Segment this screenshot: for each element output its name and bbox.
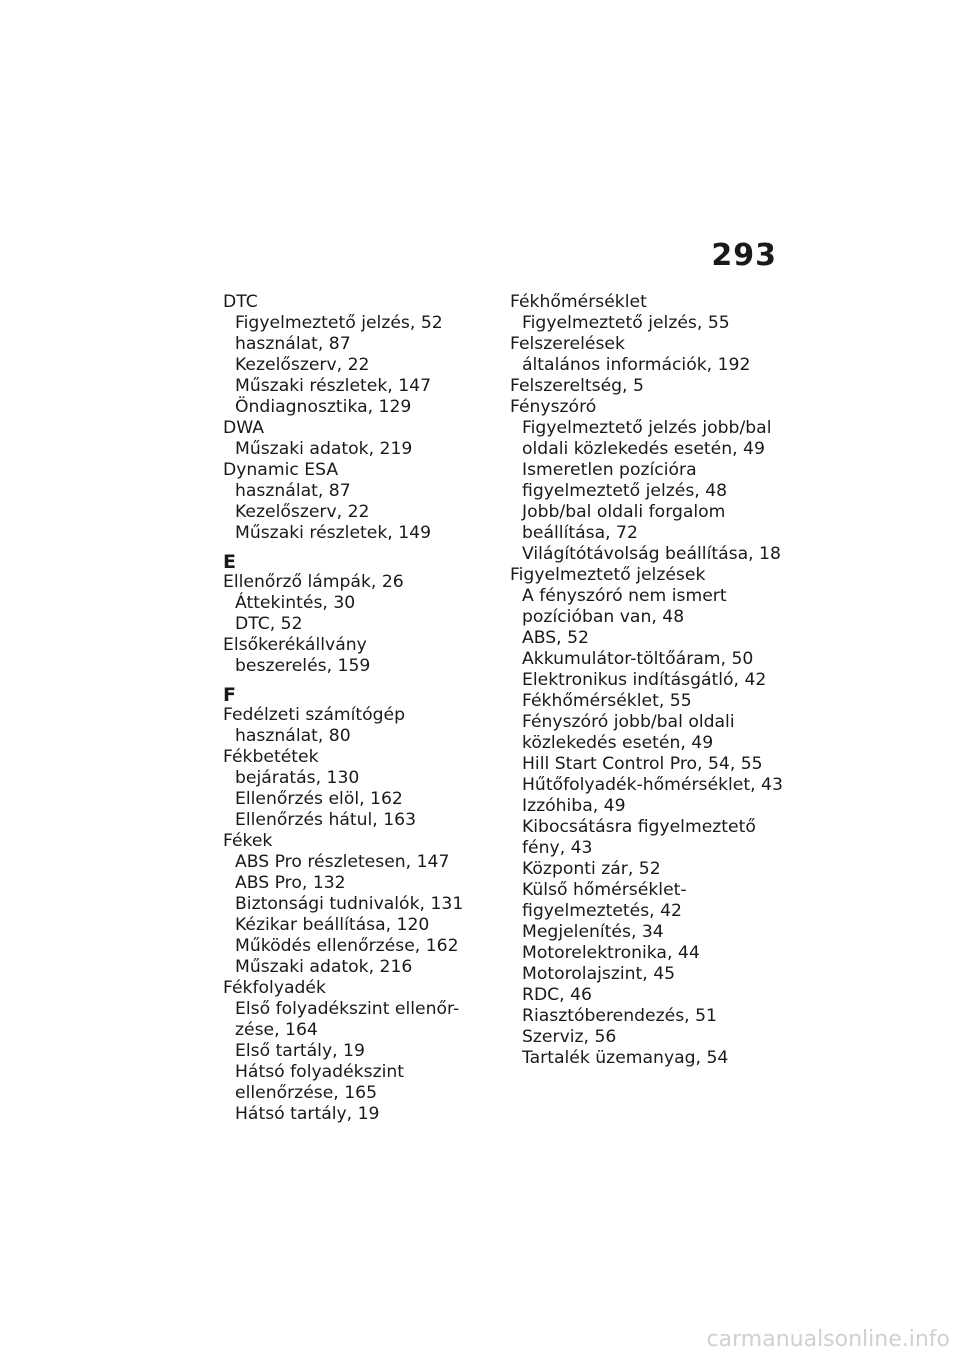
- index-entry: Fékhőmérséklet: [510, 292, 647, 312]
- index-subentry: Műszaki részletek, 149: [235, 523, 432, 543]
- index-subentry: használat, 87: [235, 334, 351, 354]
- index-subentry: Első folyadékszint ellenőr-: [235, 999, 460, 1019]
- index-subentry: közlekedés esetén, 49: [522, 733, 714, 753]
- index-subentry: Figyelmeztető jelzés, 55: [522, 313, 730, 333]
- index-subentry: Izzóhiba, 49: [522, 796, 626, 816]
- index-subentry: zése, 164: [235, 1020, 318, 1040]
- index-subentry: Biztonsági tudnivalók, 131: [235, 894, 464, 914]
- index-subentry: Ellenőrzés hátul, 163: [235, 810, 417, 830]
- index-subentry: Szerviz, 56: [522, 1027, 617, 1047]
- index-subentry: Kezelőszerv, 22: [235, 355, 370, 375]
- index-subentry: beállítása, 72: [522, 523, 638, 543]
- index-subentry: Figyelmeztető jelzés, 52: [235, 313, 443, 333]
- index-subentry: Tartalék üzemanyag, 54: [522, 1048, 729, 1068]
- index-subentry: ABS Pro részletesen, 147: [235, 852, 450, 872]
- index-entry: Fékek: [223, 831, 273, 851]
- index-subentry: Kezelőszerv, 22: [235, 502, 370, 522]
- index-subentry: Akkumulátor-töltőáram, 50: [522, 649, 754, 669]
- index-entry: Dynamic ESA: [223, 460, 339, 480]
- index-subentry: Külső hőmérséklet-: [522, 880, 687, 900]
- index-entry: DTC: [223, 292, 258, 312]
- index-subentry: DTC, 52: [235, 614, 303, 634]
- watermark: carmanualsonline.info: [706, 1327, 950, 1352]
- index-subentry: bejáratás, 130: [235, 768, 360, 788]
- page-number: 293: [711, 238, 777, 273]
- index-entry: Fedélzeti számítógép: [223, 705, 406, 725]
- index-subentry: Kézikar beállítása, 120: [235, 915, 430, 935]
- index-subentry: Elektronikus indításgátló, 42: [522, 670, 767, 690]
- index-subentry: pozícióban van, 48: [522, 607, 685, 627]
- index-entry: Ellenőrző lámpák, 26: [223, 572, 404, 592]
- index-subentry: Műszaki részletek, 147: [235, 376, 432, 396]
- index-column-left: [223, 292, 513, 1125]
- index-subentry: Hátsó folyadékszint: [235, 1062, 404, 1082]
- index-entry: Figyelmeztető jelzések: [510, 565, 706, 585]
- index-subentry: A fényszóró nem ismert: [522, 586, 727, 606]
- index-subentry: Hátsó tartály, 19: [235, 1104, 380, 1124]
- index-subentry: ellenőrzése, 165: [235, 1083, 378, 1103]
- index-letter-heading: E: [223, 551, 236, 573]
- index-subentry: beszerelés, 159: [235, 656, 371, 676]
- index-subentry: Ismeretlen pozícióra: [522, 460, 697, 480]
- index-entry: DWA: [223, 418, 265, 438]
- index-subentry: általános információk, 192: [522, 355, 751, 375]
- index-subentry: használat, 80: [235, 726, 351, 746]
- index-subentry: Első tartály, 19: [235, 1041, 365, 1061]
- index-subentry: Műszaki adatok, 219: [235, 439, 413, 459]
- index-entry: Elsőkerékállvány: [223, 635, 367, 655]
- index-subentry: Ellenőrzés elöl, 162: [235, 789, 403, 809]
- index-subentry: használat, 87: [235, 481, 351, 501]
- index-subentry: Műszaki adatok, 216: [235, 957, 413, 977]
- index-subentry: figyelmeztetés, 42: [522, 901, 682, 921]
- index-column-right: [510, 292, 810, 1069]
- index-subentry: figyelmeztető jelzés, 48: [522, 481, 728, 501]
- index-subentry: Motorolajszint, 45: [522, 964, 676, 984]
- index-entry: Fékfolyadék: [223, 978, 326, 998]
- index-subentry: ABS Pro, 132: [235, 873, 346, 893]
- index-subentry: Riasztóberendezés, 51: [522, 1006, 717, 1026]
- index-subentry: Fékhőmérséklet, 55: [522, 691, 692, 711]
- index-subentry: Világítótávolság beállítása, 18: [522, 544, 781, 564]
- index-letter-heading: F: [223, 684, 236, 706]
- index-entry: Felszerelések: [510, 334, 625, 354]
- index-subentry: Jobb/bal oldali forgalom: [522, 502, 726, 522]
- index-subentry: Hill Start Control Pro, 54, 55: [522, 754, 763, 774]
- index-subentry: Áttekintés, 30: [235, 593, 356, 613]
- index-subentry: ABS, 52: [522, 628, 589, 648]
- index-subentry: Működés ellenőrzése, 162: [235, 936, 459, 956]
- index-subentry: oldali közlekedés esetén, 49: [522, 439, 765, 459]
- index-subentry: Központi zár, 52: [522, 859, 661, 879]
- index-subentry: fény, 43: [522, 838, 593, 858]
- index-subentry: Fényszóró jobb/bal oldali: [522, 712, 735, 732]
- index-subentry: Öndiagnosztika, 129: [235, 397, 412, 417]
- index-entry: Fékbetétek: [223, 747, 319, 767]
- index-subentry: Figyelmeztető jelzés jobb/bal: [522, 418, 772, 438]
- index-subentry: Hűtőfolyadék-hőmérséklet, 43: [522, 775, 783, 795]
- index-subentry: RDC, 46: [522, 985, 592, 1005]
- index-subentry: Motorelektronika, 44: [522, 943, 700, 963]
- index-subentry: Kibocsátásra figyelmeztető: [522, 817, 756, 837]
- index-entry: Fényszóró: [510, 397, 597, 417]
- index-subentry: Megjelenítés, 34: [522, 922, 664, 942]
- index-entry: Felszereltség, 5: [510, 376, 644, 396]
